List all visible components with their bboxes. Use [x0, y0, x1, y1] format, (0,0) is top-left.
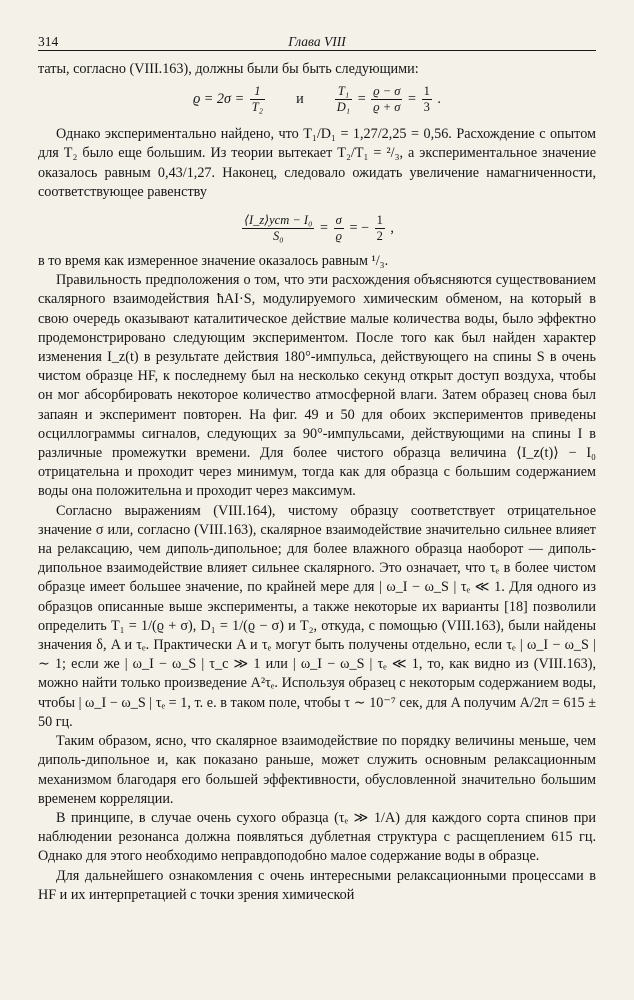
paragraph-4: Правильность предположения о том, что эти расхождения объясняются существованием скалярного взаимодействия ħAI·S, модулируемого химическим обменом, на который в свою очередь оказывают каталитическое действие малые количества воды, было эффектно продемонстрировано следующим экспериментом. После того как был найден характер изменения I_z(t) в результате действия 180°-импульса, действующего на спины S в очень чистом образце HF, к последнему был на несколько секунд открыт доступ воздуха, чтобы он мог абсорбировать некоторое количество атмосферной влаги. Затем образец снова был запаян и эксперимент повторен. На фиг. 49 и 50 для обоих экспериментов приведены осциллограммы сигналов, следующих за 90°-импульсами, действующими на спины I в различные промежутки времени. Для более чистого образца величина ⟨I_z(t)⟩ − I₀ отрицательна и проходит через минимум, тогда как для образца с большим содержанием воды она положительна и проходит через максимум.	[38, 272, 596, 500]
formula-1-frac-b: $\frac{\text{T₁}}{\text{D₁}}$	[336, 84, 351, 115]
paragraph-8: Для дальнейшего ознакомления с очень интересными релаксационными процессами в HF и их интерпретацией с точки зрения химической	[38, 867, 596, 903]
formula-1-frac-a: $\frac{1}{\text{T₂}}$	[251, 84, 263, 115]
formula-2-frac-c: $\frac{1}{2}$	[376, 213, 383, 244]
formula-2-frac-a: $\frac{\text{⟨I\_z⟩уст − I₀}}{\text{S₀}}$	[244, 213, 313, 244]
page-header	[38, 34, 596, 51]
formula-1: ϱ = 2σ = $\frac{1}{\text{T₂}}$ и $\frac{\text{T₁}}{\text{D₁}}$ = $\frac{ϱ - \sigma}{ϱ + \sigma}$ = $\frac{1}{3}$ .	[193, 84, 441, 115]
paragraph-3: в то время как измеренное значение оказалось равным ¹/₃.	[38, 253, 389, 270]
paragraph-2: Однако экспериментально найдено, что T₁/D₁ = 1,27/2,25 = 0,56. Расхождение с опытом для T₂ было еще большим. Из теории вытекает T₂/T₁ = ²/₃, а экспериментальное значение оказалось равным 0,43/1,27. Наконец, следовало ожидать увеличение намагниченности, соответствующее равенству	[38, 126, 596, 200]
paragraph-7: В принципе, в случае очень сухого образца (τₑ ≫ 1/A) для каждого сорта спинов при наблюдении резонанса должна появляться дублетная структура с расщеплением 615 гц. Однако для этого необходимо неправдоподобно малое содержание воды в образце.	[38, 809, 596, 865]
formula-2: $\frac{\text{⟨I\_z⟩уст − I₀}}{\text{S₀}}$ = $\frac{\sigma}{ϱ}$ = − $\frac{1}{2}$ ,	[244, 213, 394, 244]
formula-2-frac-b: $\frac{\sigma}{ϱ}$	[335, 213, 342, 244]
formula-1-connector: и	[296, 91, 304, 108]
page-body	[38, 60, 596, 905]
formula-1-frac-d: $\frac{1}{3}$	[423, 84, 430, 115]
page-number: 314	[38, 34, 59, 49]
paragraph-5: Согласно выражениям (VIII.164), чистому образцу соответствует отрицательное значение σ или, согласно (VIII.163), скалярное взаимодействие значительно сильнее влияет на релаксацию, чем диполь-дипольное; для более влажного образца наоборот — диполь-дипольное взаимодействие влияет сильнее скалярного. Это означает, что τₑ в более чистом образце имеет большее значение, по крайней мере для | ω_I − ω_S | τₑ ≪ 1. Для одного из образцов описанные выше эксперименты, а также некоторые их варианты [18] позволили определить T₁ = 1/(ϱ + σ), D₁ = 1/(ϱ − σ) и T₂, откуда, с помощью (VIII.163), были найдены значения δ, A и τₑ. Практически A и τₑ могут быть получены отдельно, если τₑ | ω_I − ω_S | ∼ 1; если же | ω_I − ω_S | τ_c ≫ 1 или | ω_I − ω_S | τₑ ≪ 1, то, как видно из (VIII.163), можно найти только произведение A²τₑ. Используя образец с некоторым содержанием воды, чтобы | ω_I − ω_S | τₑ = 1, т. е. в таком поле, чтобы τ ∼ 10⁻⁷ сек, для A получим A/2π = 615 ± 50 гц.	[38, 502, 596, 730]
formula-1-frac-c: $\frac{ϱ - \sigma}{ϱ + \sigma}$	[373, 84, 401, 115]
formula-1-lhs: ϱ = 2σ =	[193, 91, 245, 108]
paragraph-1: таты, согласно (VIII.163), должны были бы быть следующими:	[38, 61, 419, 77]
paragraph-6: Таким образом, ясно, что скалярное взаимодействие по порядку величины меньше, чем диполь-дипольное и, как показано раньше, может служить основным релаксационным механизмом благодаря его большей эффективности, обусловленной значительно большим временем корреляции.	[38, 733, 596, 807]
running-head: Глава VIII	[288, 34, 346, 49]
